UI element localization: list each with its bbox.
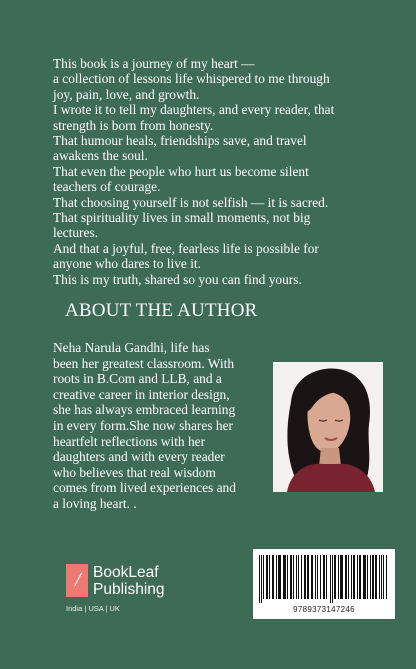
- blurb-line: That spirituality lives in small moments, not big: [53, 210, 311, 226]
- barcode-bar: [298, 555, 299, 599]
- barcode-bar: [259, 555, 260, 603]
- barcode-bar: [315, 555, 316, 599]
- barcode-bar: [330, 555, 331, 603]
- bio-line: heartfelt reflections with her: [53, 433, 206, 449]
- barcode-bar: [293, 555, 294, 599]
- about-author-heading: ABOUT THE AUTHOR: [65, 300, 258, 321]
- bio-line: she has always embraced learning: [53, 402, 236, 418]
- blurb-line: This is my truth, shared so you can find yours.: [53, 271, 302, 287]
- barcode-bar: [261, 555, 262, 603]
- barcode-bar: [338, 555, 339, 599]
- barcode-bar: [283, 555, 286, 599]
- barcode-bar: [340, 555, 343, 599]
- barcode-bar: [311, 555, 313, 599]
- blurb-line: That humour heals, friendships save, and travel: [53, 133, 307, 149]
- barcode-bar: [353, 555, 355, 599]
- barcode-bar: [370, 555, 371, 599]
- barcode-bar: [304, 555, 306, 599]
- barcode-bar: [334, 555, 336, 599]
- barcode-bar: [287, 555, 288, 599]
- blurb-line: anyone who dares to live it.: [53, 256, 202, 272]
- barcode-bar: [351, 555, 352, 599]
- blurb-line: lectures.: [53, 225, 98, 241]
- blurb-line: teachers of courage.: [53, 179, 161, 195]
- author-portrait-illustration: [273, 362, 383, 492]
- barcode-bar: [317, 555, 318, 599]
- back-cover-blurb: [53, 56, 393, 287]
- blurb-line: That even the people who hurt us become silent: [53, 163, 309, 179]
- barcode-bar: [296, 555, 297, 599]
- barcode-bar: [383, 555, 384, 599]
- barcode-bar: [379, 555, 380, 599]
- bio-line: a loving heart. .: [53, 495, 137, 511]
- bio-line: roots in B.Com and LLB, and a: [53, 371, 222, 387]
- bio-line: who believes that real wisdom: [53, 464, 216, 480]
- barcode-bar: [272, 555, 274, 599]
- barcode-bar: [323, 555, 325, 599]
- barcode-bar: [301, 555, 302, 599]
- blurb-line: strength is born from honesty.: [53, 117, 214, 133]
- barcode-bar: [386, 555, 387, 599]
- blurb-line: That choosing yourself is not selfish — it is sacred.: [53, 194, 329, 210]
- barcode-bar: [381, 555, 382, 599]
- bio-line: in every form.She now shares her: [53, 417, 233, 433]
- bio-line: daughters and with every reader: [53, 449, 225, 465]
- barcode-bar: [367, 555, 368, 599]
- barcode-bar: [363, 555, 366, 599]
- publisher-name-line1: BookLeaf: [93, 564, 159, 581]
- blurb-line: joy, pain, love, and growth.: [53, 86, 200, 102]
- barcode-bar: [357, 555, 358, 599]
- bio-line: been her greatest classroom. With: [53, 355, 235, 371]
- barcode-bar: [320, 555, 321, 599]
- barcode-bar: [332, 555, 333, 603]
- bio-line: creative career in interior design,: [53, 386, 230, 402]
- publisher-mark-glyph: /: [75, 569, 81, 591]
- barcode-bar: [326, 555, 327, 599]
- barcode-bar: [278, 555, 281, 599]
- bio-line: Neha Narula Gandhi, life has: [53, 340, 210, 355]
- author-bio: [53, 340, 265, 512]
- blurb-line: And that a joyful, free, fearless life is possible for: [53, 240, 319, 256]
- publisher-regions: India | USA | UK: [66, 604, 120, 613]
- barcode-bar: [359, 555, 361, 599]
- barcode-bars-icon: [258, 555, 390, 603]
- barcode-bar: [348, 555, 349, 599]
- barcode-bar: [375, 555, 377, 599]
- barcode-bar: [345, 555, 347, 599]
- barcode-bar: [290, 555, 292, 599]
- author-photo: [273, 362, 383, 492]
- blurb-line: a collection of lessons life whispered to me through: [53, 71, 330, 87]
- barcode-bar: [372, 555, 374, 599]
- publisher-mark-icon: [66, 564, 88, 597]
- blurb-line: This book is a journey of my heart —: [53, 56, 255, 71]
- bio-line: comes from lived experiences and: [53, 480, 236, 496]
- blurb-line: I wrote it to tell my daughters, and every reader, that: [53, 102, 335, 118]
- publisher-name-line2: Publishing: [93, 581, 165, 598]
- isbn-barcode: [253, 549, 395, 619]
- barcode-bar: [263, 555, 264, 599]
- barcode-bar: [307, 555, 309, 599]
- blurb-line: awakens the soul.: [53, 148, 148, 164]
- barcode-bar: [266, 555, 268, 599]
- barcode-bar: [269, 555, 270, 599]
- barcode-bar: [276, 555, 277, 599]
- isbn-number: 9789373147246: [293, 605, 355, 614]
